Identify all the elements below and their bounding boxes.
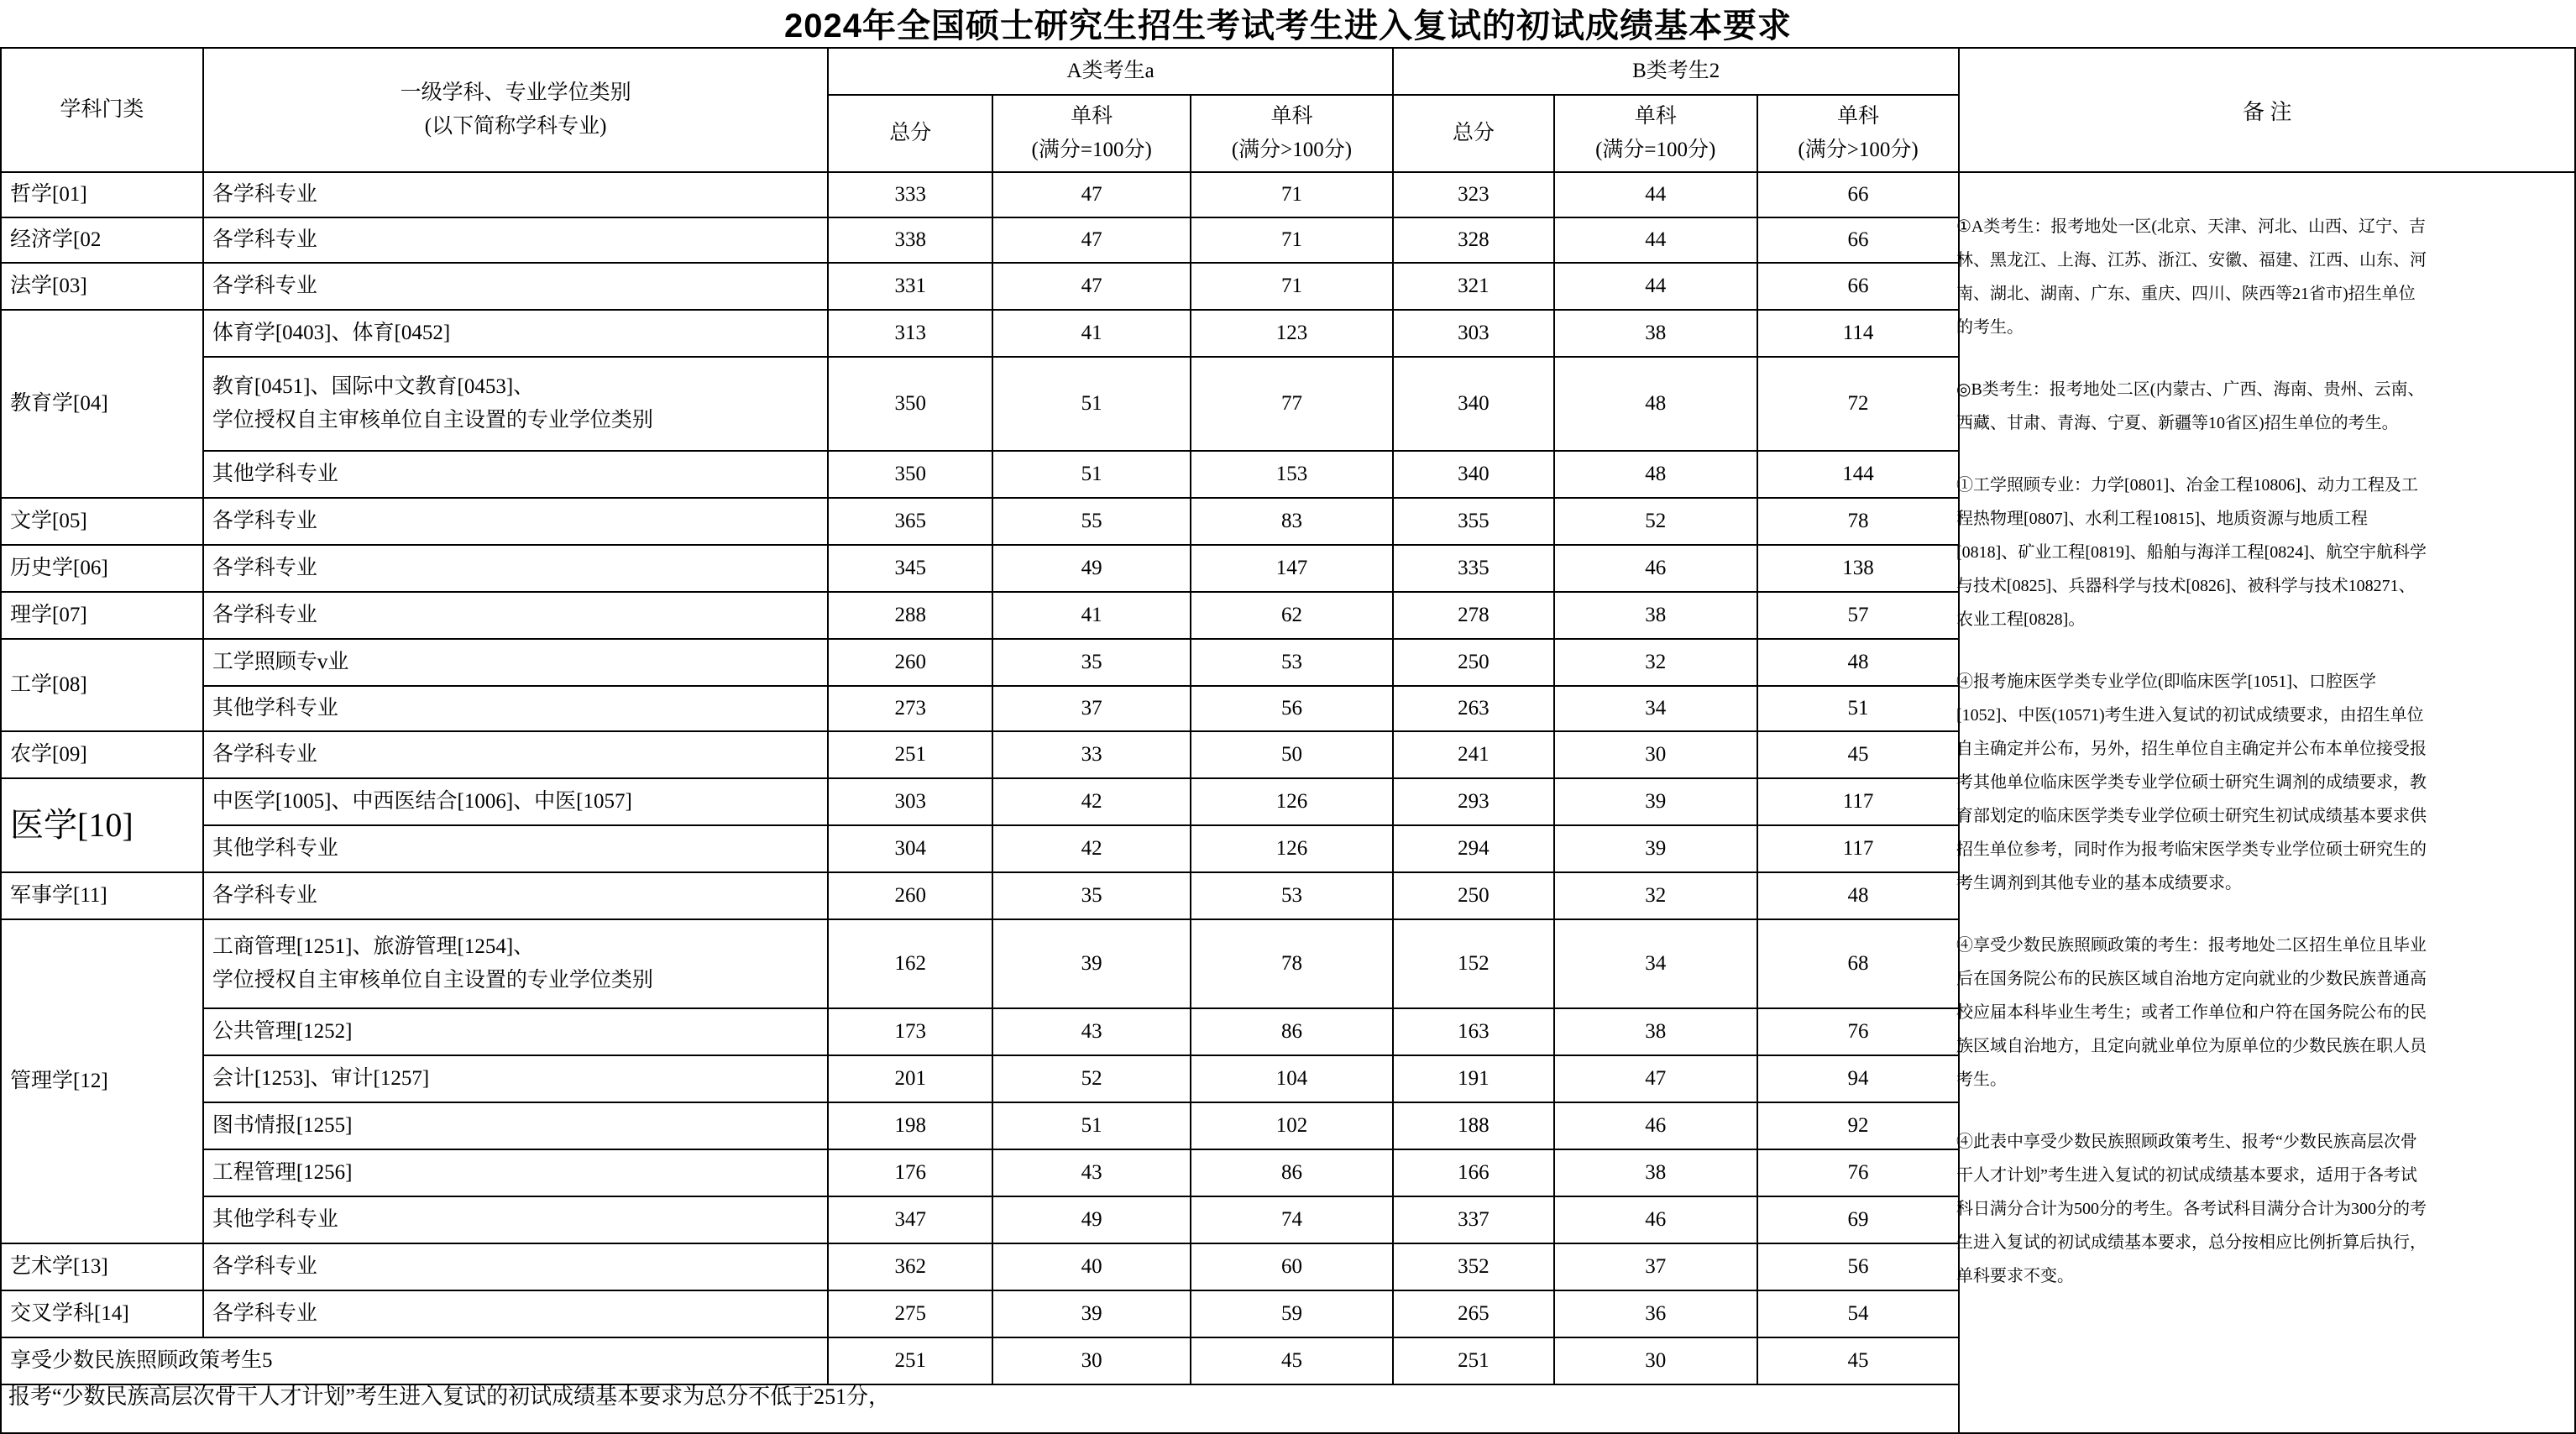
b-total-cell: 250 [1393,639,1554,686]
b-total-cell: 251 [1393,1337,1554,1384]
a-total-cell: 198 [828,1102,992,1149]
a-single-100-cell: 41 [992,592,1191,639]
b-total-cell: 337 [1393,1196,1554,1243]
a-single-100-cell: 41 [992,310,1191,357]
b-total-cell: 321 [1393,263,1554,310]
b-single-100-cell: 34 [1554,919,1757,1008]
a-single-100-cell: 37 [992,686,1191,731]
a-single-100-cell: 47 [992,217,1191,263]
row-category: 法学[03] [1,263,203,310]
row-major: 体育学[0403]、体育[0452] [203,310,828,357]
row-major: 工商管理[1251]、旅游管理[1254]、 学位授权自主审核单位自主设置的专业学位类别 [203,919,828,1008]
a-total-cell: 260 [828,872,992,919]
b-single-gt100-cell: 76 [1757,1008,1960,1055]
row-category: 工学[08] [1,639,203,731]
note-b-category: ◎B类考生：报考地处二区(内蒙古、广西、海南、贵州、云南、西藏、甘肃、青海、宁夏、新疆等10省区)招生单位的考生。 [1956,380,2425,432]
b-single-gt100-cell: 45 [1757,1337,1960,1384]
b-total-cell: 323 [1393,172,1554,217]
a-total-cell: 173 [828,1008,992,1055]
header-a-total: 总分 [828,95,992,172]
a-single-gt100-cell: 83 [1191,498,1393,545]
a-single-100-cell: 35 [992,639,1191,686]
a-total-cell: 273 [828,686,992,731]
b-single-gt100-cell: 92 [1757,1102,1960,1149]
b-single-gt100-cell: 69 [1757,1196,1960,1243]
a-total-cell: 176 [828,1149,992,1196]
a-single-gt100-cell: 50 [1191,731,1393,778]
a-single-100-cell: 30 [992,1337,1191,1384]
b-total-cell: 293 [1393,778,1554,825]
b-total-cell: 188 [1393,1102,1554,1149]
b-single-gt100-cell: 45 [1757,731,1960,778]
a-single-100-cell: 49 [992,545,1191,592]
row-major: 其他学科专业 [203,825,828,872]
a-single-gt100-cell: 126 [1191,825,1393,872]
b-single-gt100-cell: 138 [1757,545,1960,592]
b-total-cell: 355 [1393,498,1554,545]
row-major: 其他学科专业 [203,686,828,731]
note-score-scaling: ④此表中享受少数民族照顾政策考生、报考“少数民族高层次骨干人才计划”考生进入复试的初试成绩基本要求，适用于各考试科日满分合计为500分的考生。各考试科目满分合计为300分的考生进入复试的初试成绩基本要求，总分按相应比例折算后执行，单科要求不变。 [1956,1133,2427,1285]
b-single-100-cell: 46 [1554,545,1757,592]
b-total-cell: 340 [1393,357,1554,451]
header-major-line2: (以下简称学科专业) [424,115,607,138]
a-single-gt100-cell: 153 [1191,451,1393,498]
row-major: 工学照顾专v业 [203,639,828,686]
a-total-cell: 365 [828,498,992,545]
b-single-gt100-cell: 66 [1757,263,1960,310]
b-single-100-cell: 32 [1554,639,1757,686]
row-category: 军事学[11] [1,872,203,919]
row-major: 各学科专业 [203,217,828,263]
row-major: 各学科专业 [203,263,828,310]
a-single-gt100-cell: 86 [1191,1008,1393,1055]
b-single-gt100-cell: 54 [1757,1290,1960,1337]
a-total-cell: 350 [828,357,992,451]
b-single-gt100-cell: 66 [1757,172,1960,217]
a-single-100-cell: 39 [992,919,1191,1008]
a-total-cell: 313 [828,310,992,357]
b-single-100-cell: 44 [1554,217,1757,263]
a-total-cell: 251 [828,1337,992,1384]
a-total-cell: 251 [828,731,992,778]
note-engineering: ①工学照顾专业：力学[0801]、冶金工程10806]、动力工程及工程热物理[0807]、水利工程10815]、地质资源与地质工程[0818]、矿业工程[0819]、船舶与海洋工程[0824]、航空宇航科学与技术[0825]、兵器科学与技术[0826]、被科学与技术108271、农业工程[0828]。 [1956,476,2427,629]
b-total-cell: 328 [1393,217,1554,263]
b-total-cell: 303 [1393,310,1554,357]
b-single-100-cell: 46 [1554,1196,1757,1243]
a-single-100-cell: 51 [992,1102,1191,1149]
remarks-notes [1956,210,2427,1321]
row-major: 各学科专业 [203,1243,828,1290]
b-single-100-cell: 38 [1554,592,1757,639]
b-single-gt100-cell: 56 [1757,1243,1960,1290]
note-a-category: ①A类考生：报考地处一区(北京、天津、河北、山西、辽宁、吉林、黑龙江、上海、江苏、浙江、安徽、福建、江西、山东、河南、湖北、湖南、广东、重庆、四川、陕西等21省市)招生单位的考生。 [1956,217,2427,337]
a-total-cell: 345 [828,545,992,592]
header-a-single-100: 单科 (满分=100分) [992,95,1191,172]
b-single-100-cell: 48 [1554,357,1757,451]
b-total-cell: 163 [1393,1008,1554,1055]
row-major: 各学科专业 [203,731,828,778]
b-total-cell: 166 [1393,1149,1554,1196]
row-category: 医学[10] [1,778,203,872]
header-a-single-gt100: 单科 (满分>100分) [1191,95,1393,172]
a-single-gt100-cell: 104 [1191,1055,1393,1102]
a-single-gt100-cell: 53 [1191,872,1393,919]
b-single-gt100-cell: 94 [1757,1055,1960,1102]
b-single-gt100-cell: 78 [1757,498,1960,545]
a-single-100-cell: 40 [992,1243,1191,1290]
a-single-gt100-cell: 71 [1191,217,1393,263]
a-single-100-cell: 47 [992,263,1191,310]
row-category: 教育学[04] [1,310,203,498]
row-major: 公共管理[1252] [203,1008,828,1055]
header-major [203,48,828,172]
header-b-single-gt100: 单科 (满分>100分) [1757,95,1960,172]
b-total-cell: 278 [1393,592,1554,639]
b-single-100-cell: 39 [1554,778,1757,825]
a-single-gt100-cell: 71 [1191,263,1393,310]
b-single-gt100-cell: 114 [1757,310,1960,357]
a-single-100-cell: 47 [992,172,1191,217]
a-single-100-cell: 51 [992,451,1191,498]
header-group-b: B类考生2 [1393,48,1960,95]
b-single-gt100-cell: 76 [1757,1149,1960,1196]
a-single-gt100-cell: 62 [1191,592,1393,639]
b-total-cell: 152 [1393,919,1554,1008]
row-major: 各学科专业 [203,498,828,545]
row-major: 各学科专业 [203,1290,828,1337]
note-minority-policy: ④享受少数民族照顾政策的考生：报考地处二区招生单位且毕业后在国务院公布的民族区域自治地方定向就业的少数民族普通高校应届本科毕业生考生；或者工作单位和户符在国务院公布的民族区域自治地方，且定向就业单位为原单位的少数民族在职人员考生。 [1956,936,2427,1089]
row-major: 教育[0451]、国际中文教育[0453]、 学位授权自主审核单位自主设置的专业学位类别 [203,357,828,451]
a-single-gt100-cell: 59 [1191,1290,1393,1337]
b-single-gt100-cell: 117 [1757,778,1960,825]
b-total-cell: 294 [1393,825,1554,872]
b-single-100-cell: 34 [1554,686,1757,731]
b-single-100-cell: 52 [1554,498,1757,545]
a-single-100-cell: 43 [992,1008,1191,1055]
a-total-cell: 338 [828,217,992,263]
a-total-cell: 362 [828,1243,992,1290]
row-category: 哲学[01] [1,172,203,217]
header-b-total: 总分 [1393,95,1554,172]
b-total-cell: 340 [1393,451,1554,498]
b-single-100-cell: 36 [1554,1290,1757,1337]
b-total-cell: 250 [1393,872,1554,919]
a-single-gt100-cell: 60 [1191,1243,1393,1290]
row-category: 历史学[06] [1,545,203,592]
a-single-100-cell: 39 [992,1290,1191,1337]
b-total-cell: 335 [1393,545,1554,592]
row-major: 会计[1253]、审计[1257] [203,1055,828,1102]
a-single-100-cell: 52 [992,1055,1191,1102]
row-major: 其他学科专业 [203,1196,828,1243]
b-single-100-cell: 44 [1554,263,1757,310]
b-single-gt100-cell: 48 [1757,872,1960,919]
b-single-100-cell: 47 [1554,1055,1757,1102]
b-single-100-cell: 38 [1554,1008,1757,1055]
a-total-cell: 347 [828,1196,992,1243]
a-total-cell: 288 [828,592,992,639]
b-single-100-cell: 46 [1554,1102,1757,1149]
row-major: 各学科专业 [203,592,828,639]
a-total-cell: 350 [828,451,992,498]
a-total-cell: 303 [828,778,992,825]
row-major: 其他学科专业 [203,451,828,498]
b-single-100-cell: 38 [1554,310,1757,357]
a-single-gt100-cell: 45 [1191,1337,1393,1384]
page-title: 2024年全国硕士研究生招生考试考生进入复试的初试成绩基本要求 [784,8,1792,44]
a-single-gt100-cell: 86 [1191,1149,1393,1196]
row-minority-label: 享受少数民族照顾政策考生5 [1,1337,828,1384]
b-single-gt100-cell: 117 [1757,825,1960,872]
a-total-cell: 331 [828,263,992,310]
b-single-gt100-cell: 144 [1757,451,1960,498]
row-major: 中医学[1005]、中西医结合[1006]、中医[1057] [203,778,828,825]
b-single-100-cell: 44 [1554,172,1757,217]
b-single-100-cell: 38 [1554,1149,1757,1196]
b-single-100-cell: 30 [1554,1337,1757,1384]
a-single-gt100-cell: 126 [1191,778,1393,825]
header-remarks: 备 注 [1959,48,2575,172]
a-total-cell: 201 [828,1055,992,1102]
a-single-gt100-cell: 56 [1191,686,1393,731]
b-single-gt100-cell: 48 [1757,639,1960,686]
a-single-100-cell: 42 [992,778,1191,825]
header-b-single-100: 单科 (满分=100分) [1554,95,1757,172]
row-major: 工程管理[1256] [203,1149,828,1196]
a-single-100-cell: 43 [992,1149,1191,1196]
row-major: 各学科专业 [203,172,828,217]
row-category: 艺术学[13] [1,1243,203,1290]
a-single-gt100-cell: 53 [1191,639,1393,686]
b-total-cell: 191 [1393,1055,1554,1102]
a-single-100-cell: 35 [992,872,1191,919]
b-total-cell: 265 [1393,1290,1554,1337]
a-total-cell: 275 [828,1290,992,1337]
a-single-100-cell: 51 [992,357,1191,451]
a-single-100-cell: 33 [992,731,1191,778]
a-total-cell: 333 [828,172,992,217]
b-total-cell: 263 [1393,686,1554,731]
row-category: 文学[05] [1,498,203,545]
b-single-gt100-cell: 72 [1757,357,1960,451]
row-major: 图书情报[1255] [203,1102,828,1149]
a-total-cell: 162 [828,919,992,1008]
b-single-gt100-cell: 66 [1757,217,1960,263]
row-category: 理学[07] [1,592,203,639]
b-single-100-cell: 39 [1554,825,1757,872]
b-total-cell: 241 [1393,731,1554,778]
a-total-cell: 304 [828,825,992,872]
a-single-gt100-cell: 77 [1191,357,1393,451]
b-single-gt100-cell: 57 [1757,592,1960,639]
row-category: 交叉学科[14] [1,1290,203,1337]
header-discipline: 学科门类 [1,48,203,172]
b-single-gt100-cell: 68 [1757,919,1960,1008]
row-major: 各学科专业 [203,872,828,919]
a-single-gt100-cell: 78 [1191,919,1393,1008]
b-total-cell: 352 [1393,1243,1554,1290]
a-single-100-cell: 42 [992,825,1191,872]
header-major-line1: 一级学科、专业学位类别 [400,81,631,104]
a-total-cell: 260 [828,639,992,686]
a-single-gt100-cell: 102 [1191,1102,1393,1149]
footer-note: 报考“少数民族高层次骨干人才计划”考生进入复试的初试成绩基本要求为总分不低于251分， [8,1384,891,1409]
a-single-gt100-cell: 74 [1191,1196,1393,1243]
row-major: 各学科专业 [203,545,828,592]
b-single-100-cell: 37 [1554,1243,1757,1290]
a-single-gt100-cell: 123 [1191,310,1393,357]
row-category: 经济学[02 [1,217,203,263]
note-clinical-medicine: ④报考施床医学类专业学位(即临床医学[1051]、口腔医学[1052]、中医(10571)考生进入复试的初试成绩要求，由招生单位自主确定并公布，另外，招生单位自主确定并公布本单位接受报考其他单位临床医学类专业学位硕士研究生调剂的成绩要求，教育部划定的临床医学类专业学位硕士研究生初试成绩基本要求供招生单位参考，同时作为报考临宋医学类专业学位硕士研究生的考生调剂到其他专业的基本成绩要求。 [1956,673,2427,892]
b-single-gt100-cell: 51 [1757,686,1960,731]
b-single-100-cell: 30 [1554,731,1757,778]
a-single-gt100-cell: 147 [1191,545,1393,592]
row-category: 农学[09] [1,731,203,778]
row-category: 管理学[12] [1,919,203,1243]
header-group-a: A类考生a [828,48,1393,95]
a-single-gt100-cell: 71 [1191,172,1393,217]
b-single-100-cell: 48 [1554,451,1757,498]
a-single-100-cell: 55 [992,498,1191,545]
a-single-100-cell: 49 [992,1196,1191,1243]
b-single-100-cell: 32 [1554,872,1757,919]
